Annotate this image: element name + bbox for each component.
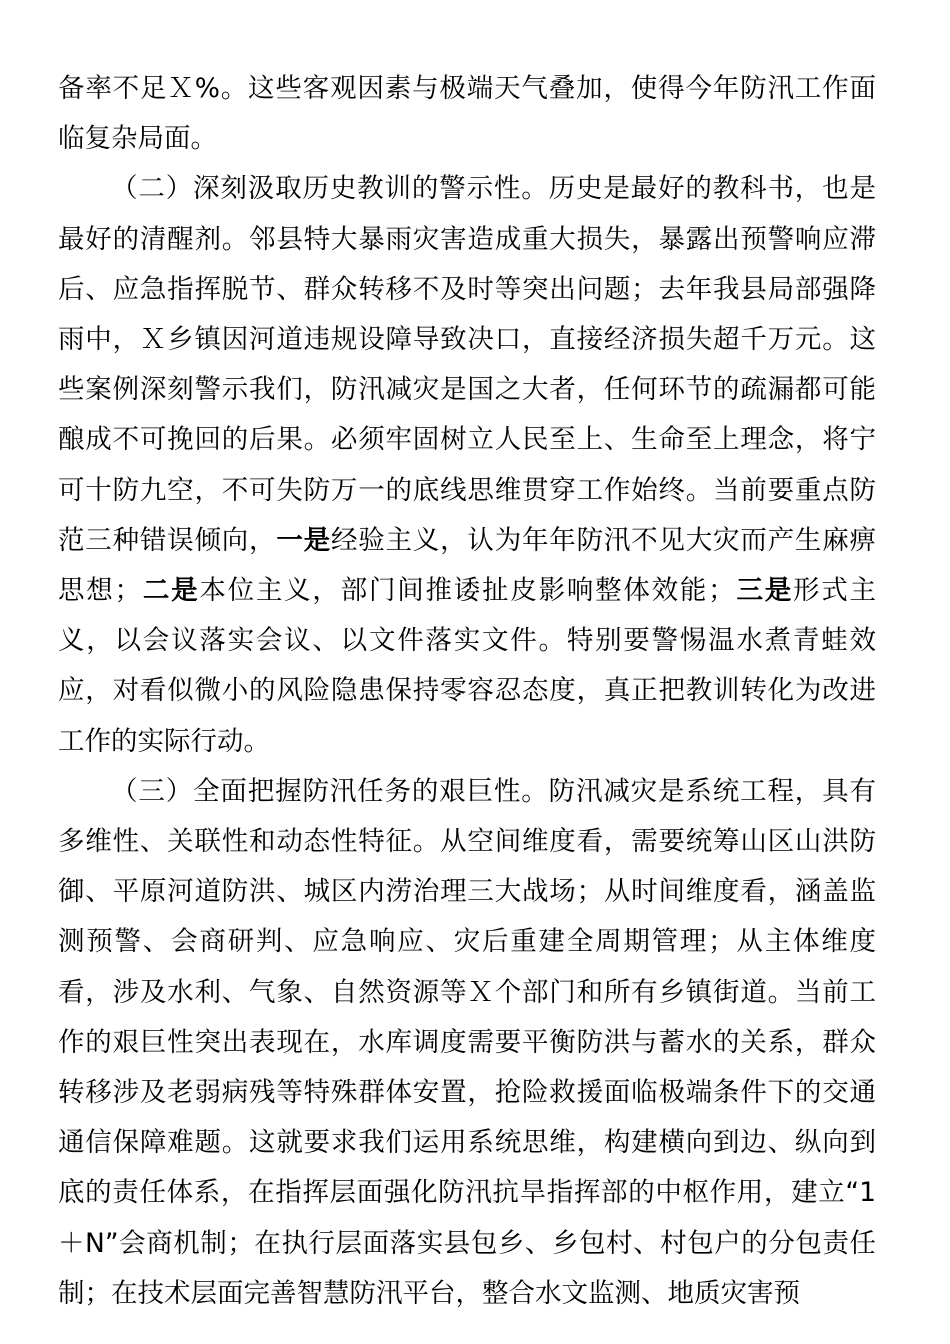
bold-marker-first: 一是 xyxy=(276,524,331,556)
paragraph-section-3 xyxy=(58,767,876,1319)
text-segment: 本位主义，部门间推诿扯皮影响整体效能； xyxy=(199,575,735,607)
paragraph-section-2 xyxy=(58,164,876,766)
bold-marker-second: 二是 xyxy=(141,575,200,607)
text-segment: 形式主义，以会议落实会议、以文件落实文件。特别要警惕温水煮青蛙效应，对看似微小的风险隐患保持零容忍态度，真正把教训转化为改进工作的实际行动。 xyxy=(58,575,877,757)
document-page xyxy=(58,64,876,1319)
bold-marker-third: 三是 xyxy=(734,575,793,607)
text-segment: （二）深刻汲取历史教训的警示性。历史是最好的教科书，也是最好的清醒剂。邻县特大暴雨灾害造成重大损失，暴露出预警响应滞后、应急指挥脱节、群众转移不及时等突出问题；去年我县局部强降雨中，Ｘ乡镇因河道违规设障导致决口，直接经济损失超千万元。这些案例深刻警示我们，防汛减灾是国之大者，任何环节的疏漏都可能酿成不可挽回的后果。必须牢固树立人民至上、生命至上理念，将宁可十防九空，不可失防万一的底线思维贯穿工作始终。当前要重点防范三种错误倾向， xyxy=(58,173,876,556)
paragraph-continuation xyxy=(58,64,876,164)
text-segment: 备率不足Ｘ%。这些客观因素与极端天气叠加，使得今年防汛工作面临复杂局面。 xyxy=(58,73,876,155)
text-segment: （三）全面把握防汛任务的艰巨性。防汛减灾是系统工程，具有多维性、关联性和动态性特征。从空间维度看，需要统筹山区山洪防御、平原河道防洪、城区内涝治理三大战场；从时间维度看，涵盖监测预警、会商研判、应急响应、灾后重建全周期管理；从主体维度看，涉及水利、气象、自然资源等Ｘ个部门和所有乡镇街道。当前工作的艰巨性突出表现在，水库调度需要平衡防洪与蓄水的关系，群众转移涉及老弱病残等特殊群体安置，抢险救援面临极端条件下的交通通信保障难题。这就要求我们运用系统思维，构建横向到边、纵向到底的责任体系，在指挥层面强化防汛抗旱指挥部的中枢作用，建立“1＋N”会商机制；在执行层面落实县包乡、乡包村、村包户的分包责任制；在技术层面完善智慧防汛平台，整合水文监测、地质灾害预 xyxy=(58,775,876,1309)
text-segment: 经验主义，认为年年防汛不见大灾而产生麻痹思想； xyxy=(58,524,877,607)
